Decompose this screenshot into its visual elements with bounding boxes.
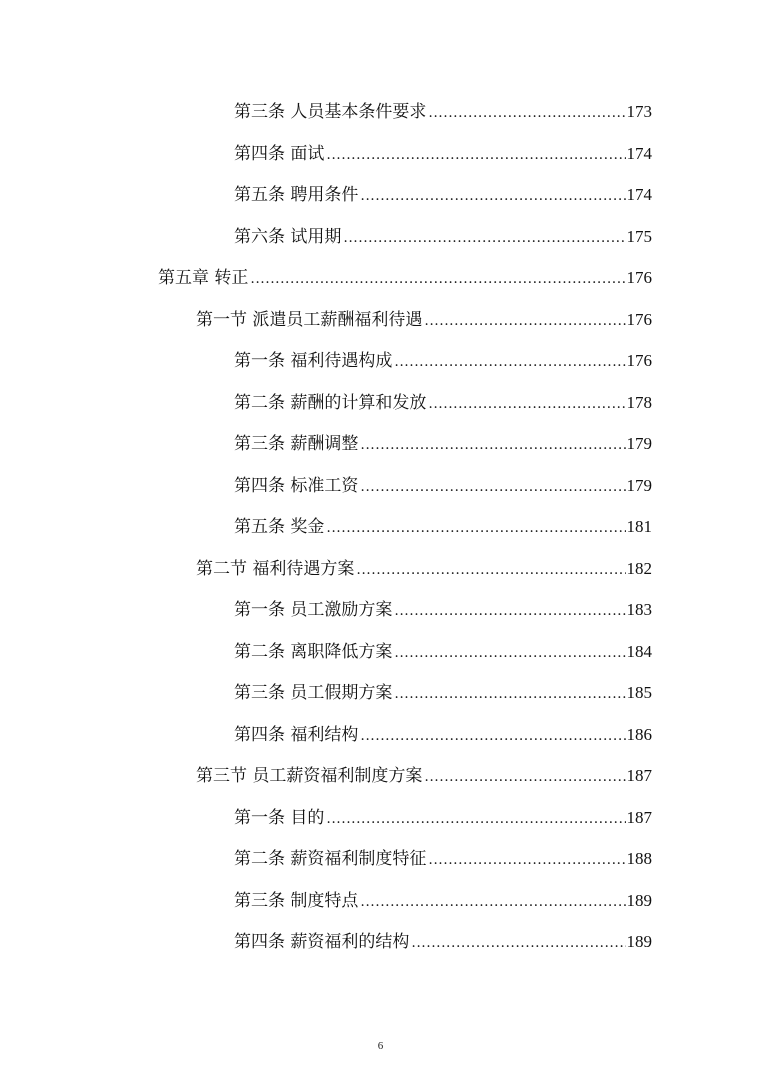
toc-entry[interactable] bbox=[0, 216, 761, 258]
toc-entry-page: 188 bbox=[626, 849, 652, 868]
page-number: 6 bbox=[377, 1040, 384, 1052]
toc-entry-page: 183 bbox=[626, 600, 652, 619]
dot-leader bbox=[411, 923, 625, 965]
toc-entry-label: 第五章 转正 bbox=[158, 268, 249, 288]
toc-entry-page: 187 bbox=[626, 766, 652, 785]
dot-leader bbox=[428, 840, 625, 882]
toc-entry-label: 第五条 聘用条件 bbox=[234, 185, 359, 205]
toc-entry-page: 179 bbox=[626, 434, 652, 453]
dot-leader bbox=[360, 716, 625, 758]
dot-leader bbox=[360, 176, 625, 218]
dot-leader bbox=[394, 342, 625, 384]
table-of-contents bbox=[0, 91, 761, 963]
dot-leader bbox=[394, 591, 625, 633]
toc-entry-page: 181 bbox=[626, 517, 652, 536]
toc-entry-section[interactable] bbox=[0, 755, 761, 797]
dot-leader bbox=[250, 259, 625, 301]
dot-leader bbox=[360, 882, 625, 924]
toc-entry-page: 189 bbox=[626, 890, 652, 910]
dot-leader bbox=[428, 384, 625, 426]
toc-entry-label: 第三节 员工薪资福利制度方案 bbox=[196, 766, 423, 786]
toc-entry-label: 第二节 福利待遇方案 bbox=[196, 558, 355, 579]
toc-entry-page: 184 bbox=[626, 641, 652, 661]
toc-entry[interactable] bbox=[0, 797, 761, 839]
dot-leader bbox=[343, 218, 625, 260]
toc-entry-page: 187 bbox=[626, 807, 652, 827]
toc-entry[interactable] bbox=[0, 382, 761, 424]
toc-entry-page: 176 bbox=[626, 268, 652, 287]
toc-entry[interactable] bbox=[0, 838, 761, 880]
dot-leader bbox=[428, 93, 625, 135]
toc-entry-page: 174 bbox=[626, 185, 652, 204]
toc-entry-label: 第二条 薪酬的计算和发放 bbox=[234, 392, 427, 413]
toc-entry-section[interactable] bbox=[0, 299, 761, 341]
toc-entry-label: 第三条 员工假期方案 bbox=[234, 683, 393, 703]
toc-entry[interactable] bbox=[0, 133, 761, 175]
toc-entry[interactable] bbox=[0, 423, 761, 465]
toc-entry-label: 第三条 制度特点 bbox=[234, 890, 359, 911]
dot-leader bbox=[394, 674, 625, 716]
toc-entry-label: 第四条 面试 bbox=[234, 143, 325, 164]
toc-entry[interactable] bbox=[0, 631, 761, 673]
dot-leader bbox=[360, 467, 625, 509]
toc-entry-label: 第一条 目的 bbox=[234, 807, 325, 828]
toc-entry-page: 186 bbox=[626, 724, 652, 744]
toc-entry[interactable] bbox=[0, 589, 761, 631]
toc-entry-page: 179 bbox=[626, 475, 652, 495]
toc-entry[interactable] bbox=[0, 174, 761, 216]
toc-entry-label: 第六条 试用期 bbox=[234, 226, 342, 247]
toc-entry-page: 176 bbox=[626, 351, 652, 370]
dot-leader bbox=[326, 508, 625, 550]
toc-entry-label: 第一条 福利待遇构成 bbox=[234, 351, 393, 371]
dot-leader bbox=[356, 550, 625, 592]
dot-leader bbox=[394, 633, 625, 675]
toc-entry[interactable] bbox=[0, 465, 761, 507]
toc-entry[interactable] bbox=[0, 506, 761, 548]
toc-entry[interactable] bbox=[0, 672, 761, 714]
toc-entry-label: 第四条 福利结构 bbox=[234, 724, 359, 745]
dot-leader bbox=[424, 757, 625, 799]
toc-entry-page: 175 bbox=[626, 226, 652, 246]
dot-leader bbox=[424, 301, 625, 343]
toc-entry-label: 第三条 薪酬调整 bbox=[234, 434, 359, 454]
toc-entry-label: 第四条 薪资福利的结构 bbox=[234, 932, 410, 952]
toc-entry[interactable] bbox=[0, 880, 761, 922]
toc-entry-page: 182 bbox=[626, 558, 652, 578]
toc-entry[interactable] bbox=[0, 340, 761, 382]
toc-entry-label: 第一条 员工激励方案 bbox=[234, 600, 393, 620]
toc-entry-section[interactable] bbox=[0, 548, 761, 590]
toc-entry-label: 第四条 标准工资 bbox=[234, 475, 359, 496]
toc-entry-chapter[interactable] bbox=[0, 257, 761, 299]
toc-entry-page: 173 bbox=[626, 102, 652, 121]
dot-leader bbox=[326, 799, 625, 841]
toc-entry[interactable] bbox=[0, 714, 761, 756]
toc-entry-page: 178 bbox=[626, 392, 652, 412]
toc-entry-page: 174 bbox=[626, 143, 652, 163]
dot-leader bbox=[326, 135, 625, 177]
dot-leader bbox=[360, 425, 625, 467]
toc-entry[interactable] bbox=[0, 91, 761, 133]
toc-entry-label: 第五条 奖金 bbox=[234, 517, 325, 537]
toc-entry-label: 第二条 离职降低方案 bbox=[234, 641, 393, 662]
toc-entry-page: 185 bbox=[626, 683, 652, 702]
toc-entry-label: 第一节 派遣员工薪酬福利待遇 bbox=[196, 309, 423, 330]
toc-entry[interactable] bbox=[0, 921, 761, 963]
toc-entry-label: 第三条 人员基本条件要求 bbox=[234, 102, 427, 122]
toc-entry-label: 第二条 薪资福利制度特征 bbox=[234, 849, 427, 869]
toc-entry-page: 176 bbox=[626, 309, 652, 329]
toc-entry-page: 189 bbox=[626, 932, 652, 951]
